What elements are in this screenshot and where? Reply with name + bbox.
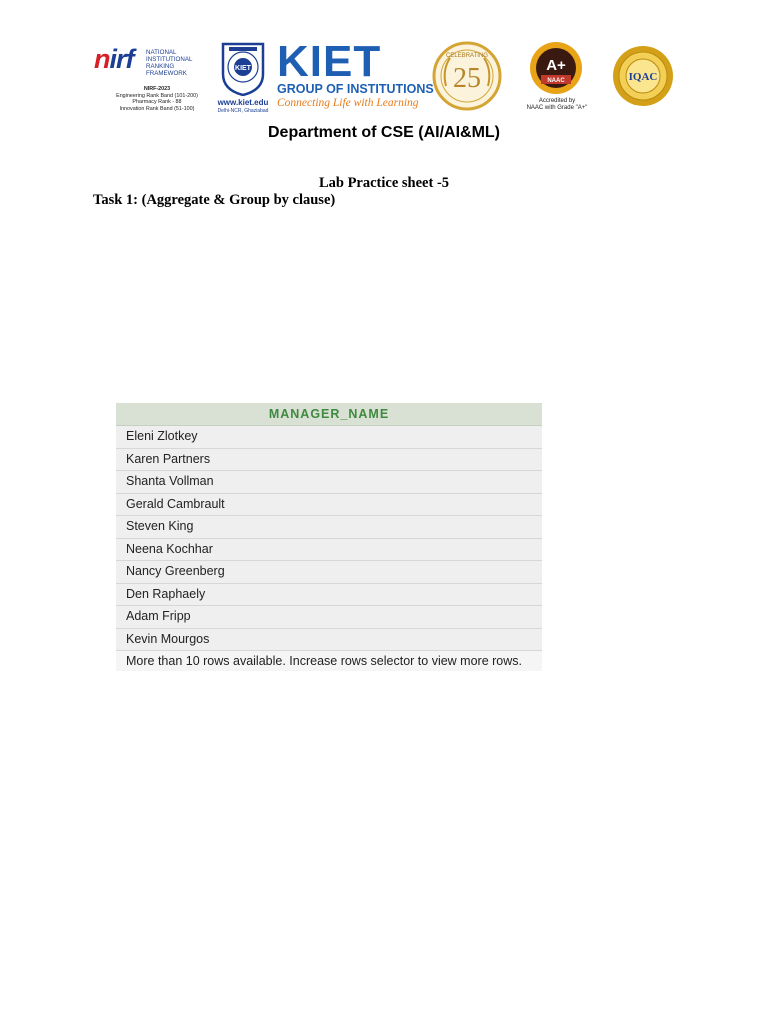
- more-rows-notice: More than 10 rows available. Increase rows selector to view more rows.: [116, 651, 542, 671]
- iqac-seal-icon: [612, 40, 674, 114]
- table-row: Nancy Greenberg: [116, 561, 542, 584]
- table-row: Adam Fripp: [116, 606, 542, 629]
- kiet-tagline: Connecting Life with Learning: [277, 97, 419, 109]
- kiet-url: www.kiet.edu: [217, 98, 269, 107]
- table-row: Karen Partners: [116, 449, 542, 472]
- header-logo-strip: [0, 38, 768, 122]
- svg-text:CELEBRATING: CELEBRATING: [446, 53, 488, 59]
- nirf-rank-text: NIRF-2023 Engineering Rank Band (101-200) Pharmacy Rank - 88 Innovation Rank Band (51-100): [116, 86, 198, 112]
- sheet-title: Lab Practice sheet -5: [318, 175, 450, 191]
- kiet-seal-icon: [219, 40, 267, 96]
- task-title: Task 1: (Aggregate & Group by clause): [93, 192, 336, 208]
- nirf-wordmark: nirf: [94, 44, 134, 74]
- kiet-brand-logo: [277, 37, 434, 109]
- column-header-manager-name: MANAGER_NAME: [116, 403, 542, 426]
- kiet-location: Delhi-NCR, Ghaziabad: [217, 108, 269, 114]
- svg-text:IQAC: IQAC: [628, 71, 658, 83]
- kiet-subtitle: GROUP OF INSTITUTIONS: [277, 82, 434, 96]
- svg-text:25: 25: [453, 63, 481, 94]
- svg-text:KIET: KIET: [235, 65, 251, 72]
- kiet-seal-logo: [217, 40, 269, 114]
- kiet-wordmark: KIET: [277, 37, 382, 86]
- naac-badge: [521, 40, 591, 111]
- table-row: Shanta Vollman: [116, 471, 542, 494]
- anniversary-25-badge-icon: [432, 40, 502, 114]
- svg-text:A+: A+: [546, 57, 566, 74]
- nirf-side-text: NATIONAL INSTITUTIONAL RANKING FRAMEWORK: [146, 49, 193, 77]
- department-title: Department of CSE (AI/AI&ML): [268, 124, 500, 141]
- query-result-table: [116, 403, 542, 671]
- naac-caption: Accredited by NAAC with Grade "A+": [526, 98, 588, 111]
- table-row: Kevin Mourgos: [116, 629, 542, 652]
- table-row: Neena Kochhar: [116, 539, 542, 562]
- table-row: Gerald Cambrault: [116, 494, 542, 517]
- table-row: Den Raphaely: [116, 584, 542, 607]
- table-row: Eleni Zlotkey: [116, 426, 542, 449]
- svg-text:NAAC: NAAC: [547, 78, 565, 84]
- table-row: Steven King: [116, 516, 542, 539]
- naac-seal-icon: [521, 40, 591, 98]
